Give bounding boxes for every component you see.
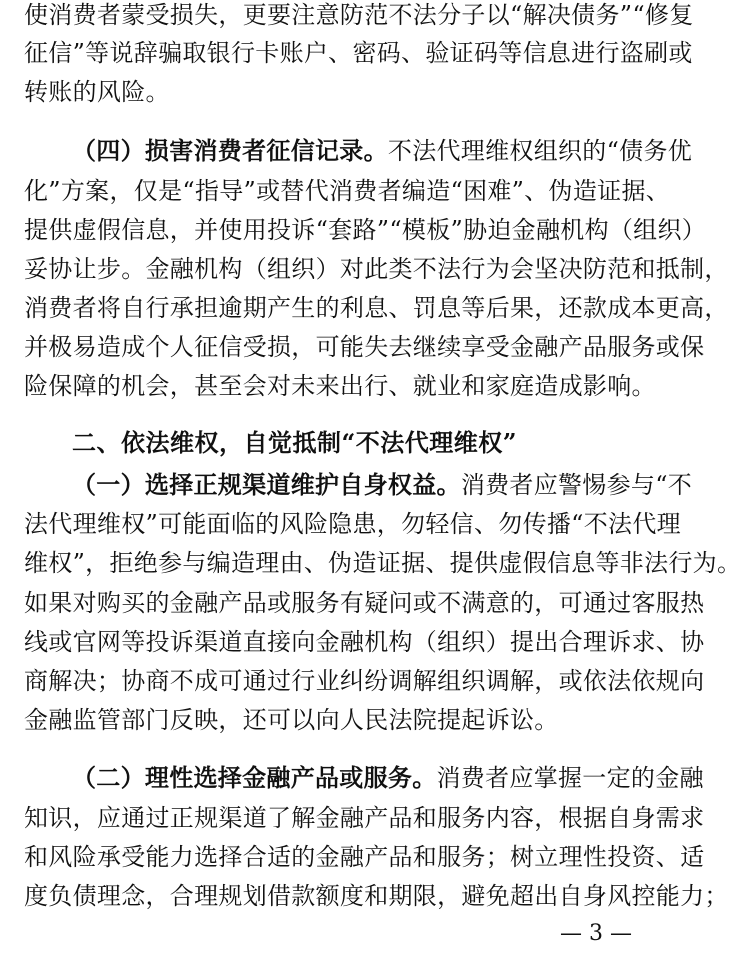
text-line: 线或官网等投诉渠道直接向金融机构（组织）提出合理诉求、协: [24, 628, 705, 656]
text-line: 商解决；协商不成可通过行业纠纷调解组织调解，或依法依规向: [24, 667, 705, 695]
text-line: 知识，应通过正规渠道了解金融产品和服务内容，根据自身需求: [24, 804, 705, 832]
text-line: 险保障的机会，甚至会对未来出行、就业和家庭造成影响。: [24, 372, 656, 400]
text-line: 度负债理念，合理规划借款额度和期限，避免超出自身风控能力；: [24, 882, 729, 910]
text-line: 转账的风险。: [24, 78, 170, 106]
text-line: 妥协让步。金融机构（组织）对此类不法行为会坚决防范和抵制，: [24, 255, 729, 283]
paragraph-four-first-line: [72, 136, 693, 166]
text-line: 消费者将自行承担逾期产生的利息、罚息等后果，还款成本更高，: [24, 294, 729, 322]
paragraph-two-lead: （二）理性选择金融产品或服务。: [72, 763, 437, 792]
text-line: 提供虚假信息，并使用投诉“套路”“模板”胁迫金融机构（组织）: [24, 216, 707, 244]
page-number: — 3 —: [560, 921, 632, 946]
text-line: 金融监管部门反映，还可以向人民法院提起诉讼。: [24, 706, 559, 734]
text-line: 维权”，拒绝参与编造理由、伪造证据、提供虚假信息等非法行为。: [24, 549, 741, 577]
paragraph-two-first-line: [72, 763, 704, 793]
text-line: 如果对购买的金融产品或服务有疑问或不满意的，可通过客服热: [24, 589, 705, 617]
text-fragment: 不法代理维权组织的“债务优: [387, 137, 693, 165]
paragraph-four-lead: （四）损害消费者征信记录。: [72, 136, 388, 165]
text-fragment: 消费者应掌握一定的金融: [436, 764, 704, 792]
text-line: 和风险承受能力选择合适的金融产品和服务；树立理性投资、适: [24, 843, 705, 871]
text-line: 并极易造成个人征信受损，可能失去继续享受金融产品服务或保: [24, 333, 705, 361]
paragraph-one-lead: （一）选择正规渠道维护自身权益。: [72, 470, 461, 499]
text-fragment: 消费者应警惕参与“不: [460, 471, 693, 499]
text-line: 使消费者蒙受损失，更要注意防范不法分子以“解决债务”“修复: [24, 1, 694, 29]
text-line: 化”方案，仅是“指导”或替代消费者编造“困难”、伪造证据、: [24, 177, 671, 205]
section-heading: 二、依法维权，自觉抵制“不法代理维权”: [72, 428, 518, 457]
paragraph-one-first-line: [72, 470, 693, 500]
text-line: 法代理维权”可能面临的风险隐患，勿轻信、勿传播“不法代理: [24, 510, 681, 538]
text-line: 征信”等说辞骗取银行卡账户、密码、验证码等信息进行盗刷或: [24, 39, 693, 67]
